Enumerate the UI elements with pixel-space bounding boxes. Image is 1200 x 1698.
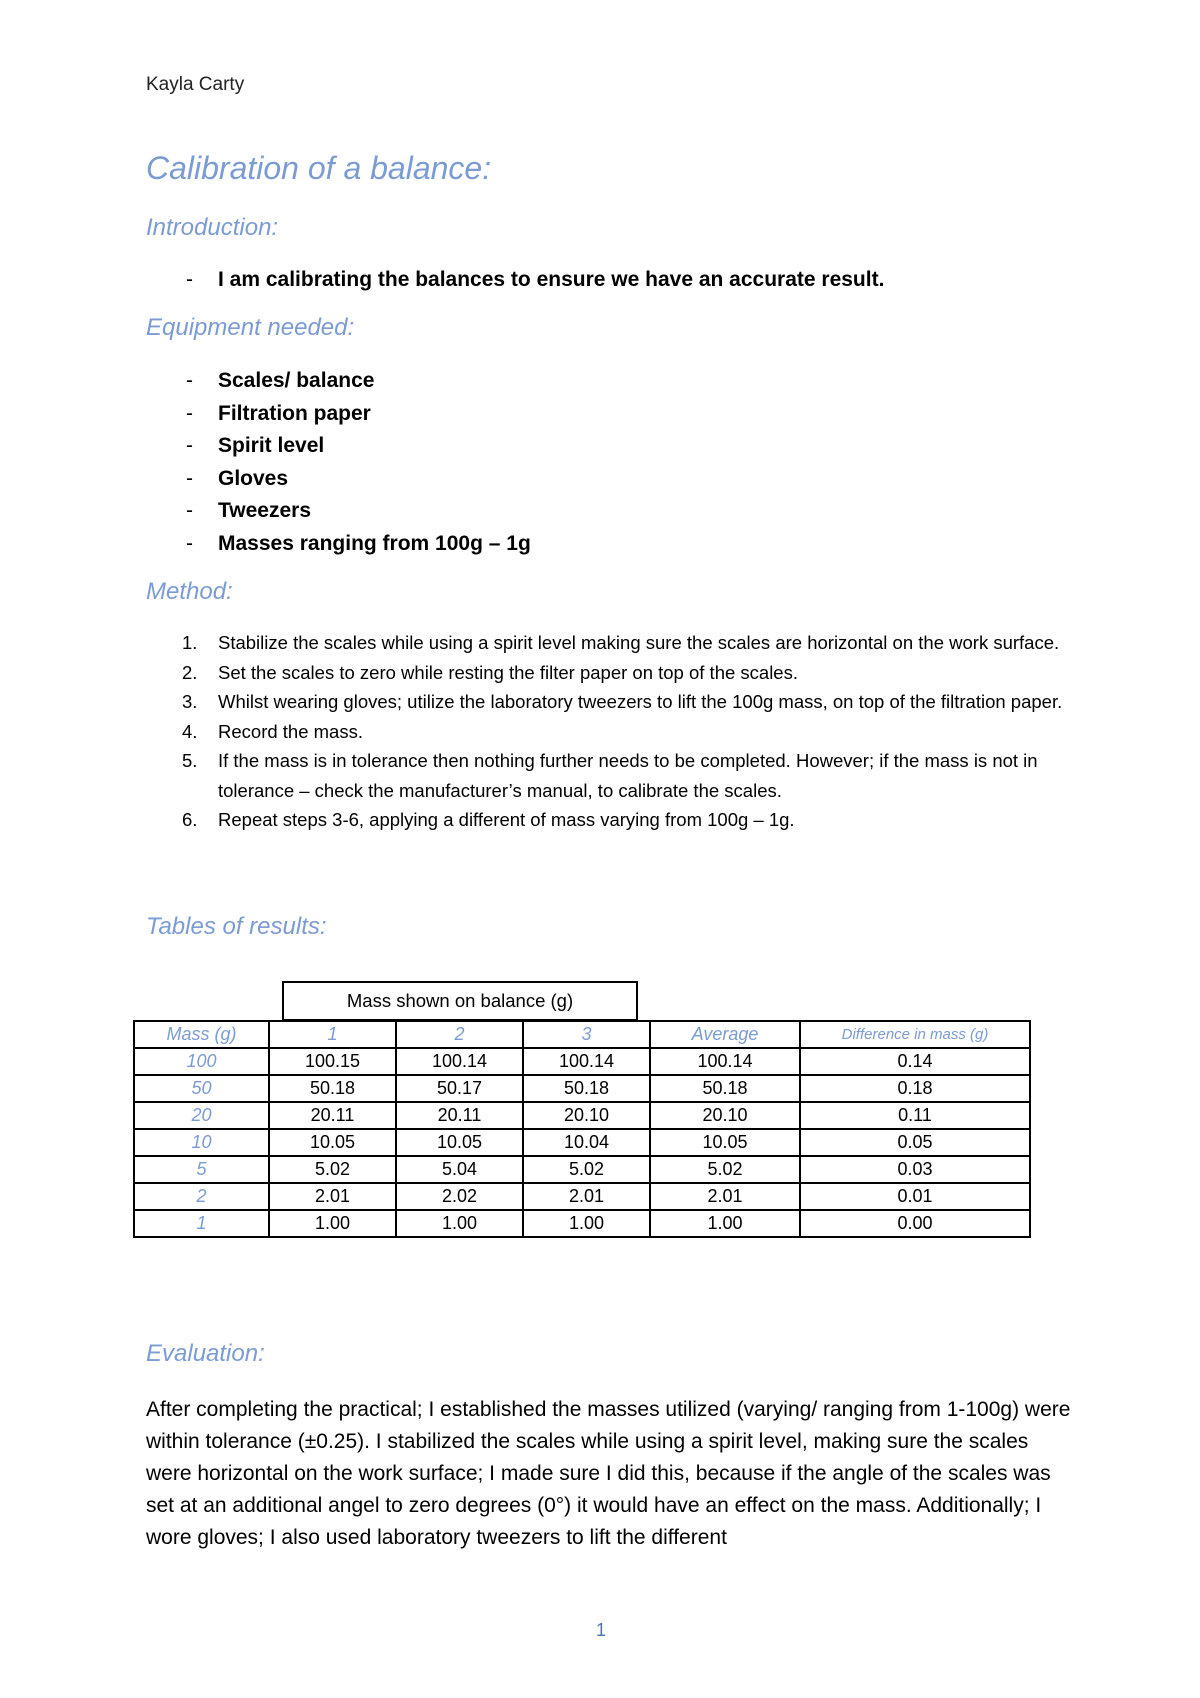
table-row	[134, 1129, 1030, 1156]
equipment-heading: Equipment needed:	[146, 314, 355, 341]
table-cell: 50.18	[269, 1075, 396, 1102]
list-item: - Scales/ balance	[186, 369, 375, 392]
method-steps	[146, 628, 1066, 835]
list-item: - Gloves	[186, 466, 289, 490]
method-step: 1. Stabilize the scales while using a spirit level making sure the scales are horizontal on the work surface.	[182, 632, 1060, 653]
table-row	[134, 1048, 1030, 1075]
results-table	[133, 1020, 1031, 1238]
column-header-difference: Difference in mass (g)	[800, 1021, 1030, 1048]
list-item: - Filtration paper	[186, 401, 371, 425]
table-cell: 20.11	[269, 1102, 396, 1129]
table-header-row	[134, 1021, 1030, 1048]
table-cell: 50.18	[523, 1075, 650, 1102]
table-cell: 0.00	[800, 1210, 1030, 1237]
table-row	[134, 1183, 1030, 1210]
table-cell: 50.18	[650, 1075, 800, 1102]
equipment-list	[146, 365, 531, 560]
results-heading: Tables of results:	[146, 913, 327, 940]
introduction-heading: Introduction:	[146, 214, 279, 241]
table-cell: 100.15	[269, 1048, 396, 1075]
table-cell: 0.18	[800, 1075, 1030, 1102]
table-cell: 20.10	[650, 1102, 800, 1129]
table-cell: 5.02	[269, 1156, 396, 1183]
table-cell: 0.01	[800, 1183, 1030, 1210]
page-number: 1	[596, 1620, 607, 1640]
table-cell: 20.10	[523, 1102, 650, 1129]
table-cell: 2.02	[396, 1183, 523, 1210]
table-cell: 0.11	[800, 1102, 1030, 1129]
list-item: - Spirit level	[186, 434, 325, 457]
mass-cell: 2	[134, 1183, 269, 1210]
table-row	[134, 1102, 1030, 1129]
introduction-list	[146, 264, 884, 297]
table-cell: 100.14	[523, 1048, 650, 1075]
table-cell: 10.04	[523, 1129, 650, 1156]
table-cell: 5.04	[396, 1156, 523, 1183]
table-row	[134, 1075, 1030, 1102]
evaluation-text: After completing the practical; I established the masses utilized (varying/ ranging from 1-100g) were within tolerance (±0.25). I stabilized the scales while using a spirit level, making sure the scales were horizontal on the work surface; I made sure I did this, because if the angle of the scales was set at an additional angel to zero degrees (0°) it would have an effect on the mass. Additionally; I wore gloves; I also used laboratory tweezers to lift the different	[146, 1398, 1071, 1549]
table-cell: 2.01	[650, 1183, 800, 1210]
list-item: - I am calibrating the balances to ensure we have an accurate result.	[186, 268, 885, 291]
mass-cell: 1	[134, 1210, 269, 1237]
table-cell: 1.00	[523, 1210, 650, 1237]
author-name: Kayla Carty	[146, 74, 245, 95]
mass-cell: 10	[134, 1129, 269, 1156]
method-step: 2. Set the scales to zero while resting the filter paper on top of the scales.	[182, 661, 798, 683]
table-cell: 5.02	[523, 1156, 650, 1183]
table-cell: 100.14	[396, 1048, 523, 1075]
table-group-header: Mass shown on balance (g)	[282, 981, 638, 1021]
page-title: Calibration of a balance:	[146, 150, 492, 186]
table-cell: 2.01	[269, 1183, 396, 1210]
table-cell: 0.03	[800, 1156, 1030, 1183]
table-cell: 0.05	[800, 1129, 1030, 1156]
table-row	[134, 1156, 1030, 1183]
method-step: 3. Whilst wearing gloves; utilize the laboratory tweezers to lift the 100g mass, on top of the filtration paper.	[182, 691, 1063, 712]
table-cell: 5.02	[650, 1156, 800, 1183]
table-cell: 1.00	[396, 1210, 523, 1237]
column-header-reading-1: 1	[269, 1021, 396, 1048]
column-header-mass: Mass (g)	[134, 1021, 269, 1048]
table-cell: 0.14	[800, 1048, 1030, 1075]
mass-cell: 100	[134, 1048, 269, 1075]
evaluation-heading: Evaluation:	[146, 1340, 265, 1367]
mass-cell: 20	[134, 1102, 269, 1129]
table-cell: 10.05	[269, 1129, 396, 1156]
mass-cell: 50	[134, 1075, 269, 1102]
table-cell: 20.11	[396, 1102, 523, 1129]
table-cell: 10.05	[396, 1129, 523, 1156]
table-cell: 1.00	[650, 1210, 800, 1237]
method-step: 5. If the mass is in tolerance then nothing further needs to be completed. However; if the mass is not in tolerance – check the manufacturer’s manual, to calibrate the scales.	[182, 750, 1038, 801]
column-header-average: Average	[650, 1021, 800, 1048]
table-cell: 50.17	[396, 1075, 523, 1102]
method-step: 4. Record the mass.	[182, 720, 363, 742]
table-row	[134, 1210, 1030, 1237]
column-header-reading-2: 2	[396, 1021, 523, 1048]
table-cell: 10.05	[650, 1129, 800, 1156]
table-cell: 100.14	[650, 1048, 800, 1075]
column-header-reading-3: 3	[523, 1021, 650, 1048]
list-item: - Masses ranging from 100g – 1g	[186, 531, 531, 555]
table-cell: 1.00	[269, 1210, 396, 1237]
method-step: 6. Repeat steps 3-6, applying a different of mass varying from 100g – 1g.	[182, 809, 795, 830]
method-heading: Method:	[146, 578, 233, 605]
table-cell: 2.01	[523, 1183, 650, 1210]
list-item: - Tweezers	[186, 499, 311, 522]
mass-cell: 5	[134, 1156, 269, 1183]
